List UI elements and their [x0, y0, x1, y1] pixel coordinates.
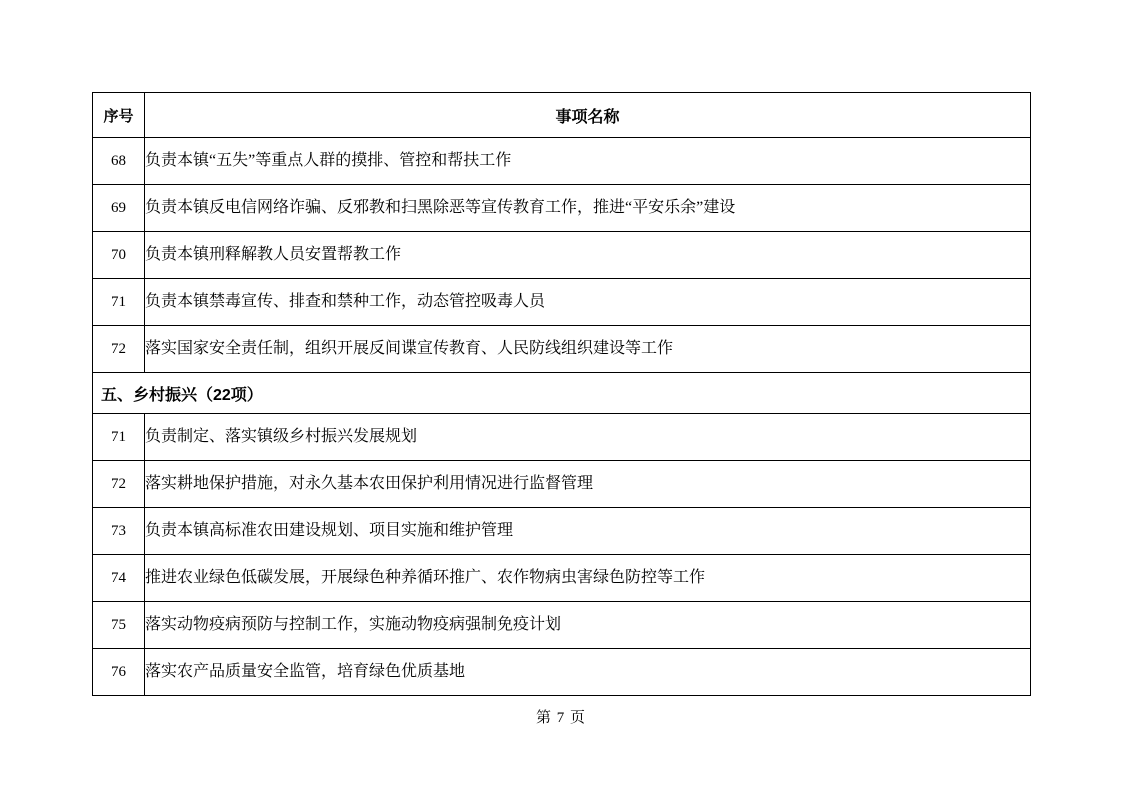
- footer-prefix: 第: [535, 710, 552, 726]
- table-row: [93, 508, 1031, 555]
- row-seq: 73: [93, 508, 145, 555]
- row-name: 负责制定、落实镇级乡村振兴发展规划: [145, 414, 1031, 461]
- row-name: 负责本镇反电信网络诈骗、反邪教和扫黑除恶等宣传教育工作，推进“平安乐余”建设: [145, 185, 1031, 232]
- row-name: 落实国家安全责任制，组织开展反间谍宣传教育、人民防线组织建设等工作: [145, 326, 1031, 373]
- table-row: [93, 138, 1031, 185]
- row-seq: 69: [93, 185, 145, 232]
- row-name: 负责本镇高标准农田建设规划、项目实施和维护管理: [145, 508, 1031, 555]
- table-body: [93, 93, 1031, 696]
- table-section-row: [93, 373, 1031, 414]
- row-name: 负责本镇禁毒宣传、排查和禁种工作，动态管控吸毒人员: [145, 279, 1031, 326]
- footer-page-number: 7: [556, 710, 566, 726]
- row-seq: 68: [93, 138, 145, 185]
- table-row: [93, 602, 1031, 649]
- column-header-name: 事项名称: [145, 93, 1031, 138]
- row-name: 落实耕地保护措施，对永久基本农田保护利用情况进行监督管理: [145, 461, 1031, 508]
- page-footer: [0, 706, 1122, 727]
- table-row: [93, 326, 1031, 373]
- table-row: [93, 414, 1031, 461]
- table-row: [93, 232, 1031, 279]
- row-seq: 71: [93, 279, 145, 326]
- table-header-row: [93, 93, 1031, 138]
- row-seq: 74: [93, 555, 145, 602]
- row-seq: 71: [93, 414, 145, 461]
- footer-suffix: 页: [570, 710, 587, 726]
- table-row: [93, 461, 1031, 508]
- row-seq: 72: [93, 326, 145, 373]
- row-seq: 75: [93, 602, 145, 649]
- row-name: 负责本镇“五失”等重点人群的摸排、管控和帮扶工作: [145, 138, 1031, 185]
- table-row: [93, 185, 1031, 232]
- row-name: 负责本镇刑释解教人员安置帮教工作: [145, 232, 1031, 279]
- task-list-table: [92, 92, 1031, 696]
- column-header-seq: 序号: [93, 93, 145, 138]
- row-name: 落实动物疫病预防与控制工作，实施动物疫病强制免疫计划: [145, 602, 1031, 649]
- row-seq: 72: [93, 461, 145, 508]
- row-name: 推进农业绿色低碳发展，开展绿色种养循环推广、农作物病虫害绿色防控等工作: [145, 555, 1031, 602]
- table-row: [93, 279, 1031, 326]
- row-seq: 76: [93, 649, 145, 696]
- table-row: [93, 649, 1031, 696]
- row-name: 落实农产品质量安全监管，培育绿色优质基地: [145, 649, 1031, 696]
- table-row: [93, 555, 1031, 602]
- row-seq: 70: [93, 232, 145, 279]
- section-heading: 五、乡村振兴（22项）: [93, 373, 1031, 414]
